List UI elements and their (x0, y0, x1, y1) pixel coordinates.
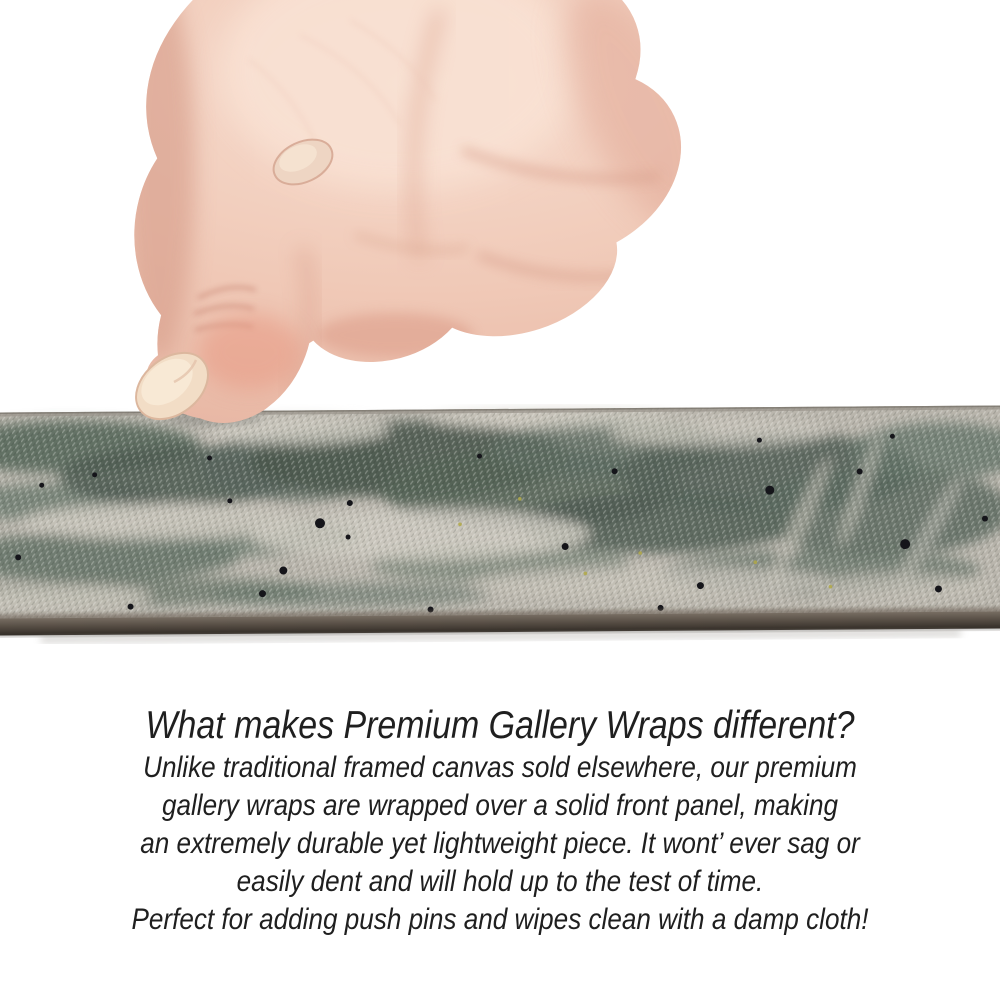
body-line: an extremely durable yet lightweight piece. It wont’ ever sag or (140, 827, 860, 860)
headline: What makes Premium Gallery Wraps different? (145, 704, 855, 747)
body-line: Unlike traditional framed canvas sold elsewhere, our premium (143, 751, 857, 784)
canvas-strip-group (0, 405, 1000, 643)
canvas-weave-texture (0, 405, 1000, 620)
hand-skin (0, 0, 1000, 430)
body-line: Perfect for adding push pins and wipes clean with a damp cloth! (131, 903, 869, 936)
body-line: easily dent and will hold up to the test of time. (236, 865, 764, 898)
description-block (65, 703, 935, 939)
canvas-edge-photo (0, 404, 1000, 644)
hand-photo (0, 0, 1000, 430)
body-line: gallery wraps are wrapped over a solid front panel, making (161, 789, 839, 822)
